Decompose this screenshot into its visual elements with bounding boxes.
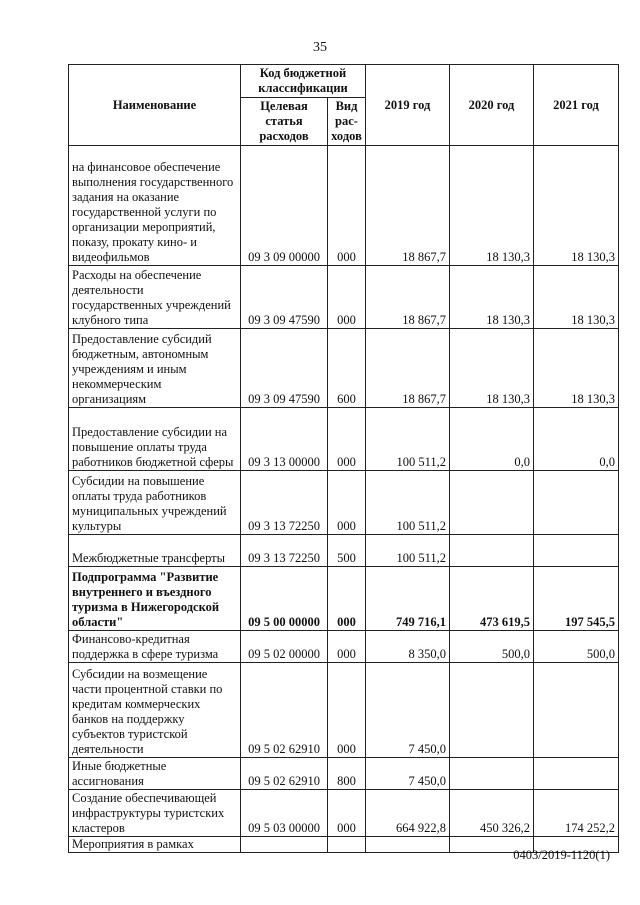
- row-value-2020: 18 130,3: [450, 266, 534, 329]
- row-value-2021: 18 130,3: [534, 266, 619, 329]
- row-value-2019: 18 867,7: [366, 329, 450, 408]
- budget-table: [68, 64, 619, 853]
- row-value-2020: 18 130,3: [450, 329, 534, 408]
- row-value-2021: 500,0: [534, 631, 619, 663]
- row-name: на финансовое обеспечение выполнения государственного задания на оказание государственной услуги по организации мероприятий, показу, прокату кино- и видеофильмов: [69, 146, 241, 266]
- row-value-2019: 100 511,2: [366, 471, 450, 535]
- row-name: Предоставление субсидии на повышение оплаты труда работников бюджетной сферы: [69, 408, 241, 471]
- table-row: [69, 146, 619, 266]
- row-value-2021: 18 130,3: [534, 146, 619, 266]
- row-code: 09 3 09 00000: [241, 146, 328, 266]
- header-expense-type: Вид рас-ходов: [328, 98, 366, 146]
- row-expense-type: 000: [328, 631, 366, 663]
- row-value-2020: 18 130,3: [450, 146, 534, 266]
- row-value-2020: 0,0: [450, 408, 534, 471]
- row-value-2019: 100 511,2: [366, 408, 450, 471]
- row-value-2021: 174 252,2: [534, 790, 619, 837]
- row-value-2021: [534, 758, 619, 790]
- row-name: Межбюджетные трансферты: [69, 535, 241, 567]
- row-value-2019: 18 867,7: [366, 266, 450, 329]
- row-value-2019: 8 350,0: [366, 631, 450, 663]
- document-code: 0403/2019-1120(1): [513, 848, 610, 862]
- row-value-2021: [534, 663, 619, 758]
- row-code: 09 3 13 72250: [241, 535, 328, 567]
- row-expense-type: 000: [328, 146, 366, 266]
- row-value-2021: 18 130,3: [534, 329, 619, 408]
- row-code: 09 3 09 47590: [241, 329, 328, 408]
- row-value-2021: 197 545,5: [534, 567, 619, 631]
- table-row: [69, 535, 619, 567]
- table-row: [69, 663, 619, 758]
- row-expense-type: 000: [328, 663, 366, 758]
- page-number: 35: [313, 40, 327, 55]
- row-code: 09 5 02 62910: [241, 758, 328, 790]
- row-expense-type: 000: [328, 567, 366, 631]
- header-2019: 2019 год: [366, 65, 450, 146]
- table-row: [69, 471, 619, 535]
- row-expense-type: [328, 837, 366, 853]
- table-row: [69, 790, 619, 837]
- row-name: Создание обеспечивающей инфраструктуры туристских кластеров: [69, 790, 241, 837]
- table-row: [69, 266, 619, 329]
- header-code-group: Код бюджетной классификации: [241, 65, 366, 98]
- row-expense-type: 800: [328, 758, 366, 790]
- table-row: [69, 408, 619, 471]
- row-name: Расходы на обеспечение деятельности государственных учреждений клубного типа: [69, 266, 241, 329]
- row-expense-type: 000: [328, 266, 366, 329]
- header-target-article: Целевая статья расходов: [241, 98, 328, 146]
- row-code: 09 5 02 62910: [241, 663, 328, 758]
- row-expense-type: 600: [328, 329, 366, 408]
- row-code: [241, 837, 328, 853]
- table-row: [69, 758, 619, 790]
- row-value-2019: 18 867,7: [366, 146, 450, 266]
- header-2020: 2020 год: [450, 65, 534, 146]
- row-value-2020: [450, 758, 534, 790]
- row-value-2020: [450, 663, 534, 758]
- row-value-2019: 7 450,0: [366, 758, 450, 790]
- row-value-2019: 749 716,1: [366, 567, 450, 631]
- row-value-2019: 664 922,8: [366, 790, 450, 837]
- row-name: Субсидии на возмещение части процентной ставки по кредитам коммерческих банков на поддержку субъектов туристской деятельности: [69, 663, 241, 758]
- row-code: 09 5 02 00000: [241, 631, 328, 663]
- row-value-2021: [534, 535, 619, 567]
- row-value-2019: 7 450,0: [366, 663, 450, 758]
- row-value-2020: 450 326,2: [450, 790, 534, 837]
- row-value-2021: [534, 471, 619, 535]
- row-expense-type: 000: [328, 790, 366, 837]
- row-value-2019: 100 511,2: [366, 535, 450, 567]
- row-code: 09 3 13 00000: [241, 408, 328, 471]
- row-value-2020: [450, 471, 534, 535]
- row-value-2021: 0,0: [534, 408, 619, 471]
- row-expense-type: 000: [328, 471, 366, 535]
- row-code: 09 3 13 72250: [241, 471, 328, 535]
- row-code: 09 3 09 47590: [241, 266, 328, 329]
- row-value-2020: 500,0: [450, 631, 534, 663]
- row-name: Предоставление субсидий бюджетным, автономным учреждениям и иным некоммерческим организациям: [69, 329, 241, 408]
- row-value-2020: 473 619,5: [450, 567, 534, 631]
- table-row: [69, 567, 619, 631]
- row-expense-type: 000: [328, 408, 366, 471]
- row-name: Мероприятия в рамках: [69, 837, 241, 853]
- row-code: 09 5 03 00000: [241, 790, 328, 837]
- row-name: Субсидии на повышение оплаты труда работников муниципальных учреждений культуры: [69, 471, 241, 535]
- row-name: Финансово-кредитная поддержка в сфере туризма: [69, 631, 241, 663]
- row-expense-type: 500: [328, 535, 366, 567]
- row-name: Подпрограмма "Развитие внутреннего и въездного туризма в Нижегородской области": [69, 567, 241, 631]
- table-row: [69, 329, 619, 408]
- row-value-2020: [450, 535, 534, 567]
- header-2021: 2021 год: [534, 65, 619, 146]
- table-row: [69, 631, 619, 663]
- row-code: 09 5 00 00000: [241, 567, 328, 631]
- row-name: Иные бюджетные ассигнования: [69, 758, 241, 790]
- header-name: Наименование: [69, 65, 241, 146]
- row-value-2019: [366, 837, 450, 853]
